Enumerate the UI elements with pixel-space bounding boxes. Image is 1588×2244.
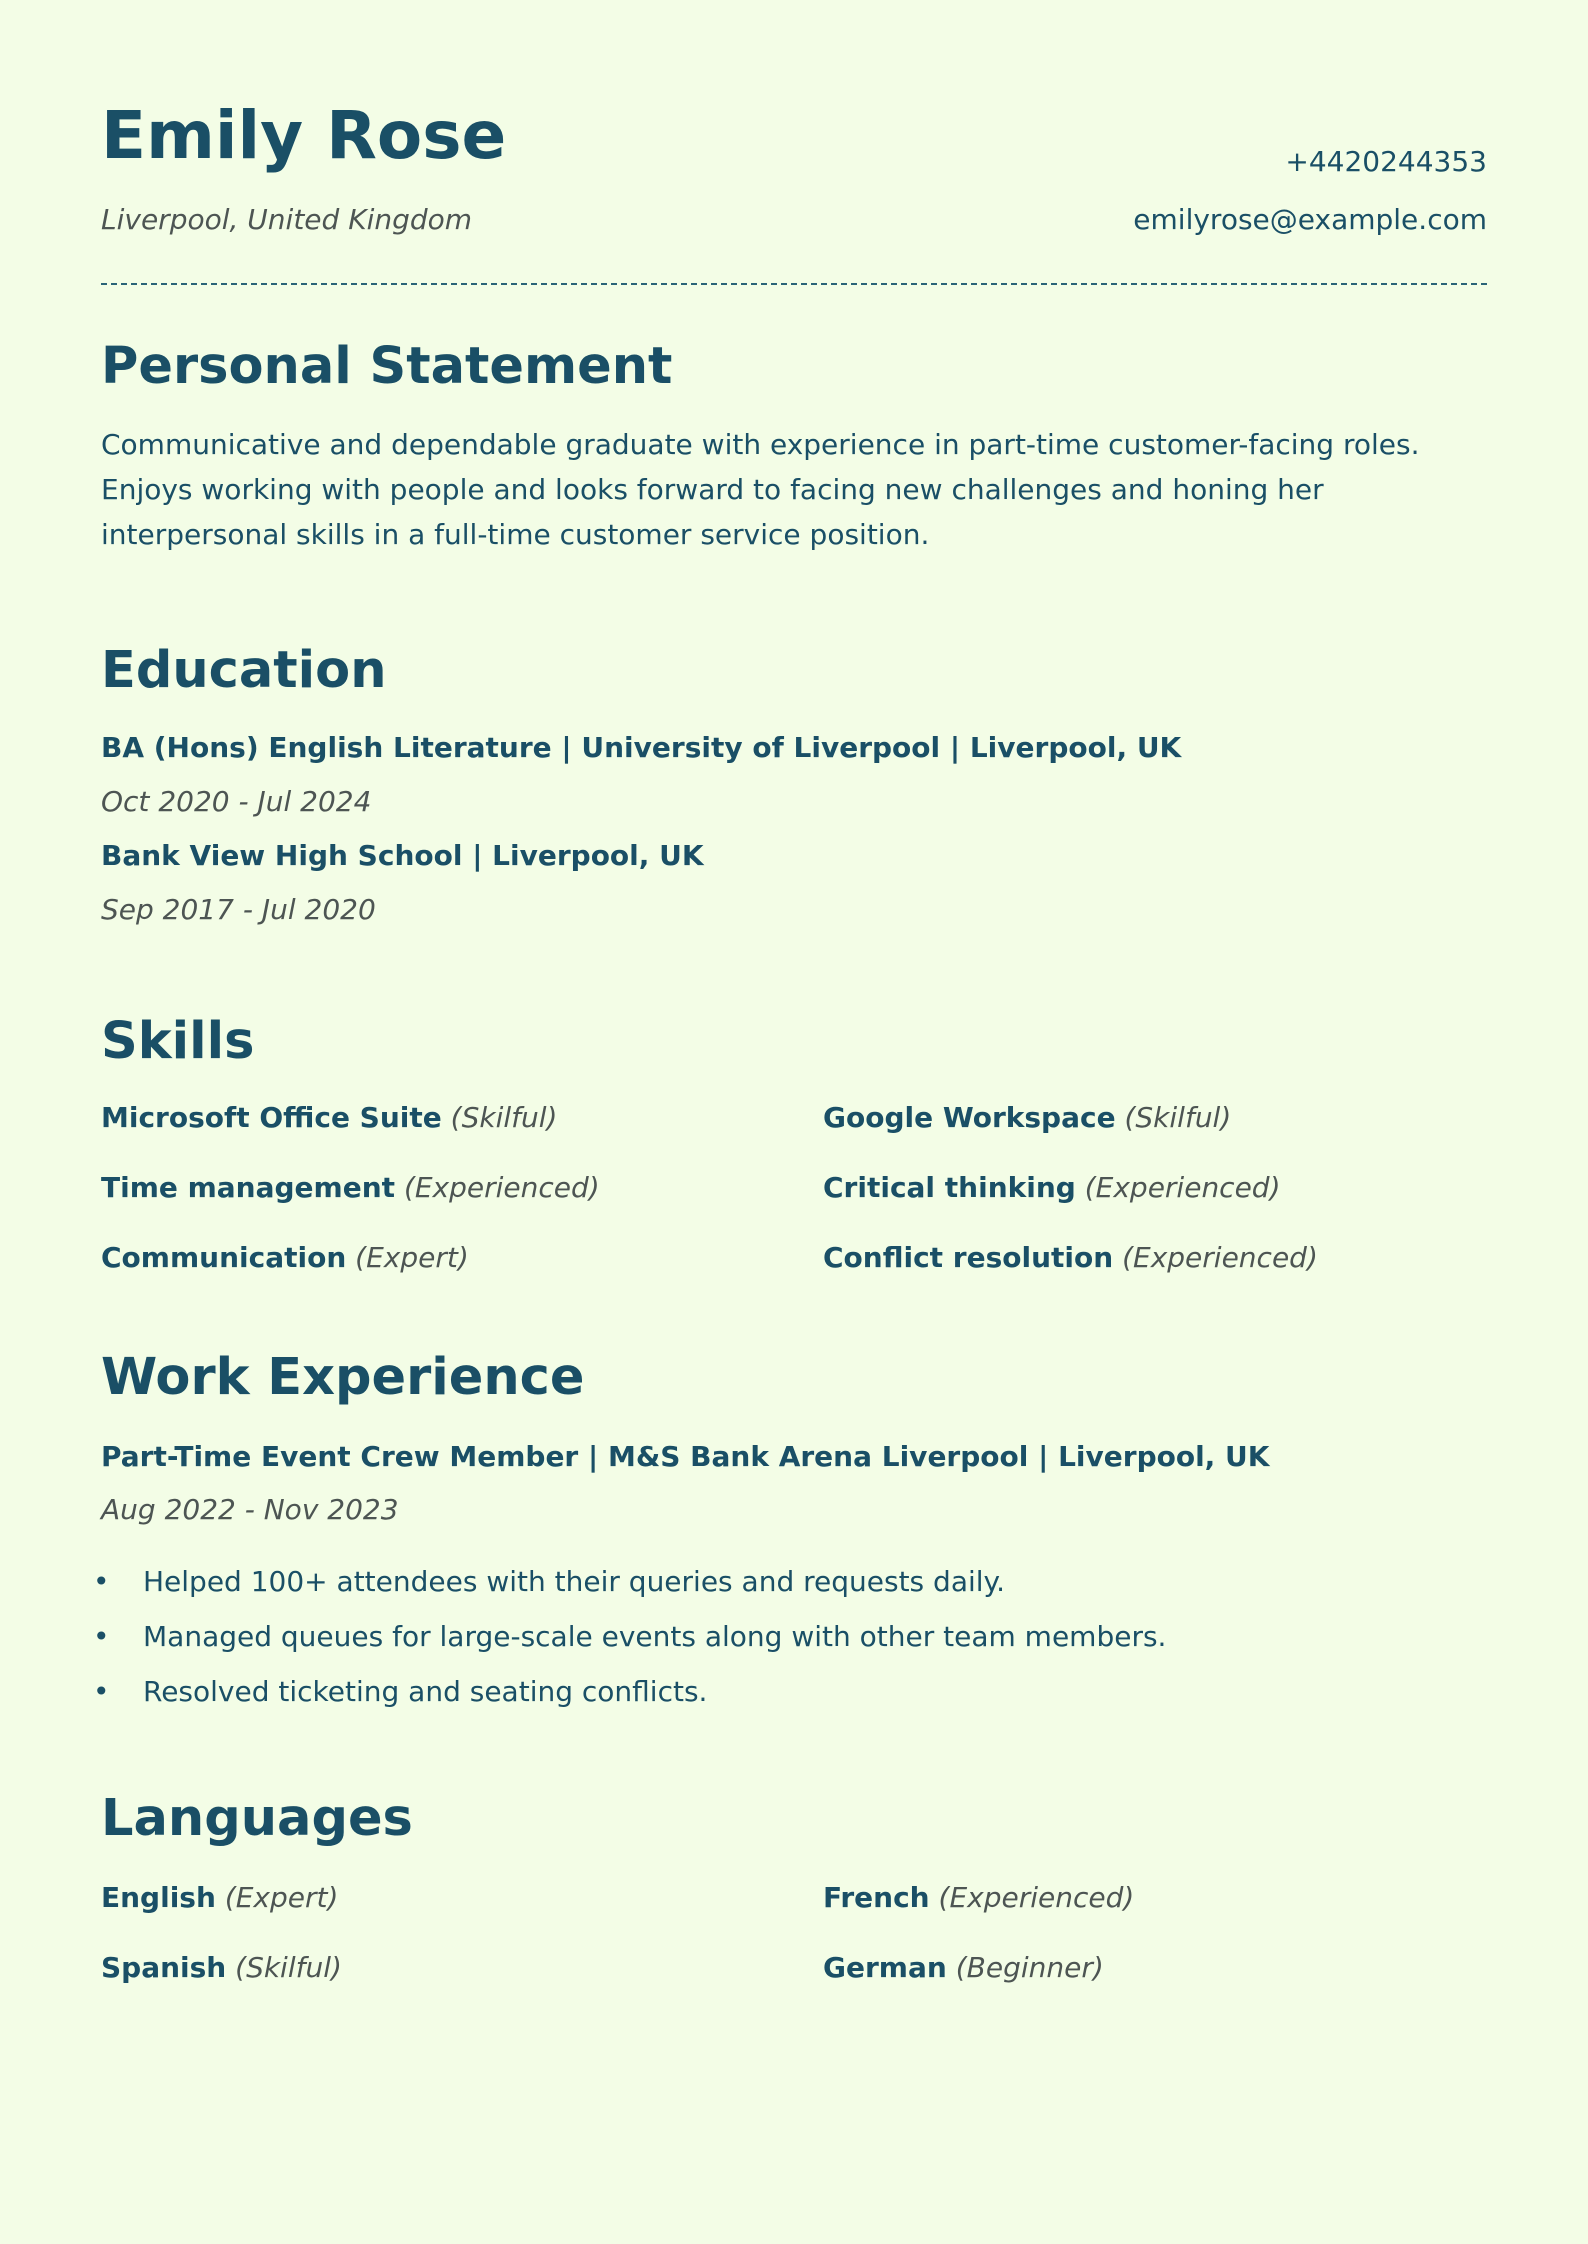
language-level: (Beginner) [955,1951,1104,1984]
language-level: (Skilful) [235,1951,342,1984]
location: Liverpool, United Kingdom [101,203,473,236]
email: emilyrose@example.com [1133,203,1487,236]
phone: +4420244353 [1285,145,1487,178]
language-name: French [823,1881,930,1914]
language-item [823,1950,1487,1986]
skill-name: Conflict resolution [823,1241,1114,1274]
section-title-languages: Languages [101,1789,413,1848]
skill-item [823,1100,1487,1136]
skill-name: Google Workspace [823,1101,1116,1134]
bullet-icon: • [93,1675,110,1708]
education-dates: Oct 2020 - Jul 2024 [101,785,372,818]
language-level: (Experienced) [938,1881,1135,1914]
skill-level: (Expert) [355,1241,469,1274]
bullet-icon: • [93,1620,110,1653]
skill-name: Microsoft Office Suite [101,1101,442,1134]
skill-name: Time management [101,1171,396,1204]
job-dates: Aug 2022 - Nov 2023 [101,1493,399,1526]
skill-item [823,1240,1487,1276]
job-heading: Part-Time Event Crew Member | M&S Bank Arena Liverpool | Liverpool, UK [101,1440,1270,1473]
skill-name: Communication [101,1241,347,1274]
skill-level: (Experienced) [403,1171,600,1204]
divider [101,283,1487,285]
skill-level: (Experienced) [1122,1241,1318,1274]
statement-text: Communicative and dependable graduate with experience in part-time customer-facing roles. Enjoys working with people and looks forward to facing new challenges and honing her interpersonal skills in a full-time customer service position. [101,428,1420,551]
language-item [823,1880,1487,1916]
skill-item [823,1170,1487,1206]
language-name: German [823,1951,947,1984]
section-title-work: Work Experience [101,1348,585,1407]
skill-level: (Experienced) [1084,1171,1281,1204]
section-title-skills: Skills [101,1012,255,1071]
language-name: Spanish [101,1951,227,1984]
language-level: (Expert) [224,1881,339,1914]
skill-level: (Skilful) [450,1101,558,1134]
section-title-education: Education [101,641,387,700]
bullet-icon: • [93,1565,110,1598]
education-dates: Sep 2017 - Jul 2020 [101,893,376,926]
skill-level: (Skilful) [1124,1101,1232,1134]
education-heading: BA (Hons) English Literature | University of Liverpool | Liverpool, UK [101,731,1182,764]
skill-name: Critical thinking [823,1171,1076,1204]
language-name: English [101,1881,216,1914]
education-heading: Bank View High School | Liverpool, UK [101,839,704,872]
candidate-name: Emily Rose [101,97,507,174]
section-title-statement: Personal Statement [101,337,673,396]
